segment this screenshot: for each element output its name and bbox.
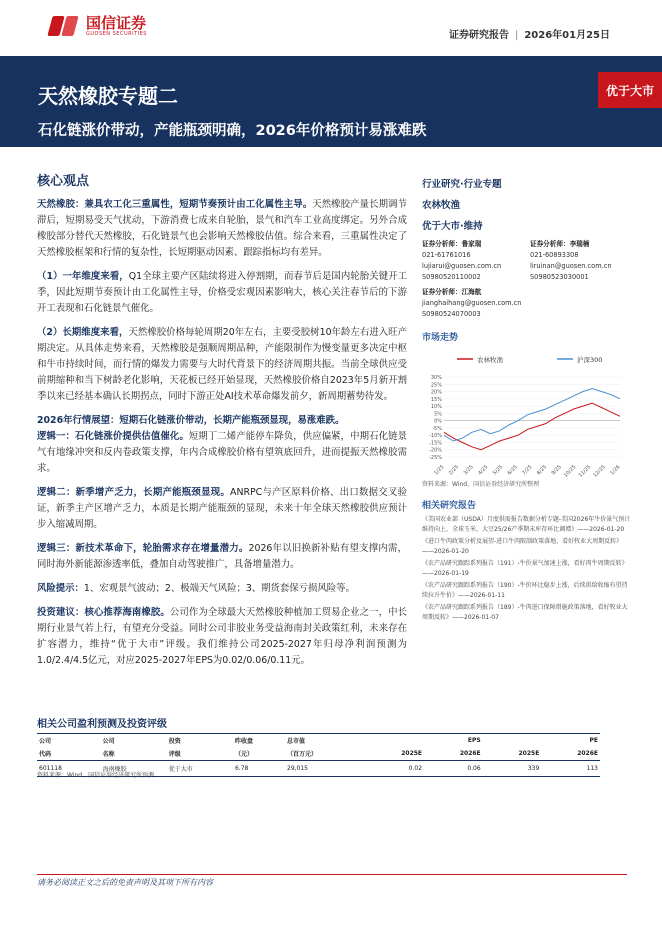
analyst-card: 证券分析师：江海航 jianghaihang@guosen.com.cn S0980524070003 [422,288,522,318]
chart-source: 资料来源：Wind、国信证券经济研究所整理 [422,481,540,488]
y-tick-label: 5% [434,411,442,418]
sector-name: 农林牧渔 [422,200,461,211]
table-title: 相关公司盈利预测及投资评级 [37,719,167,730]
main-column [37,170,407,677]
series-line [444,389,620,441]
y-tick-label: -15% [429,440,442,447]
y-tick-label: 15% [430,396,442,403]
x-tick-label: 6/25 [506,464,519,477]
x-tick-label: 7/25 [521,464,534,477]
market-heading: 市场走势 [422,333,459,343]
y-tick-label: -25% [429,455,442,461]
table-row: 601118 海南橡胶 优于大市 6.78 29,015 0.02 0.06 339 113 [37,761,600,777]
related-heading: 相关研究报告 [422,501,477,511]
x-tick-label: 9/25 [550,464,563,477]
series-line [444,403,620,450]
paragraph-3: （2）长期维度来看，天然橡胶价格每轮周期20年左右，主要受胶树10年龄左右进入旺产期决定。从具体走势来看，天然橡胶是强顺周期品种，产能限制作为慢变量更多决定中枢和牛市持续时间，而行情的爆发力需要与大时代背景下的经济周期共振。当前全球供应受前期缩种和当下树龄老化影响，天花板已经开始显现，天然橡胶价格自2023年5月新开割季以来已经基本确认长期拐点，同时下游正处AI技术革命爆发前夕，新周期蓄势待发。 [37,327,407,402]
y-tick-label: -5% [432,425,442,432]
x-tick-label: 1/26 [609,464,622,477]
x-tick-label: 11/25 [577,464,593,477]
y-tick-label: 20% [430,389,442,396]
related-list [422,515,632,622]
x-tick-label: 10/25 [562,464,578,477]
x-tick-label: 12/25 [592,464,607,477]
legend-label: 农林牧渔 [477,356,503,364]
analyst-card: 证券分析师：鲁家瑞 021-61761016 lujiarui@guosen.com.cn S0980520110002 [422,240,502,281]
paragraph-1: 天然橡胶：兼具农工化三重属性，短期节奏预计由工化属性主导。天然橡胶产量长期调节滞后，短期易受天气扰动，下游消费七成来自轮胎，景气和汽车工业高度绑定。另外合成橡胶部分替代天然橡胶，石化链景气也会影响天然橡胶估值。综合来看，三重属性决定了天然橡胶框架和行情的复杂性，长短期驱动因素、跟踪指标均有差异。 [37,199,407,258]
report-type: 证券研究报告 [448,30,509,41]
report-title: 天然橡胶专题二 [38,84,178,108]
logo-mark-icon [50,14,80,38]
x-tick-label: 5/25 [491,464,505,477]
paragraph-6: 逻辑三：新技术革命下，轮胎需求存在增量潜力。2026年以旧换新补贴有望支撑内需，同时海外新能源渗透率低，叠加自动驾驶推广，具备增量潜力。 [37,543,407,570]
list-item[interactable]: 《美国农业部（USDA）月度供需报告数据分析专题-美国2026年牛价景气预计维持向上，全球玉米、大豆25/26产季期末库存环比调增》——2026-01-20 [422,516,631,533]
table-header-row: 代码 名称 评级 （元） （百万元） 2025E 2026E 2025E 2026E [37,747,600,761]
report-date: 2026年01月25日 [524,30,610,41]
list-item[interactable]: 《农产品研究跟踪系列报告（189）-牛肉进口保障措施政策落地，看好牧业大周期反转》——2026-01-07 [422,604,628,621]
company-logo [50,14,147,38]
x-tick-label: 4/25 [477,464,490,477]
report-meta: 证券研究报告 | 2026年01月25日 [448,30,610,41]
y-tick-label: 0% [434,418,442,425]
y-tick-label: -10% [429,433,442,440]
legend-label: 沪深300 [577,356,603,364]
paragraph-5: 逻辑二：新季增产乏力，长期产能瓶颈显现。ANRPC与产区原料价格、出口数据交叉验证，新季主产区增产乏力，本质是长期产能瓶颈的显现，未来十年全球天然橡胶供应预计步入缩减周期。 [37,487,407,530]
logo-cn: 国信证券 [86,14,147,32]
footer-divider [37,874,627,875]
analyst-row [422,239,632,283]
analyst-card: 证券分析师：李瑞楠 021-60893308 liruinan@guosen.com.cn S0980523030001 [530,240,612,281]
invest-paragraph: 投资建议：核心推荐海南橡胶。公司作为全球最大天然橡胶种植加工贸易企业之一，中长期行业景气若上行，有望充分受益。同时公司非胶业务受益海南封关政策红利，未来存在扩容潜力，维持“优于大市”评级。我们维持公司2025-2027年归母净利润预测为1.0/2.4/4.5亿元，对应2025-2027年EPS为0.02/0.06/0.11元。 [37,607,407,666]
risk-paragraph: 风险提示：1、宏观景气波动；2、极端天气风险；3、期货套保亏损风险等。 [37,583,355,594]
industry-line: 行业研究·行业专题 [422,179,502,190]
x-tick-label: 1/25 [433,464,446,477]
y-tick-label: 10% [430,404,442,411]
market-chart-svg [422,347,627,477]
rating-tag: 优于大市 [598,72,662,108]
x-tick-label: 2/25 [447,464,461,477]
footer-disclaimer: 请务必阅读正文之后的免责声明及其项下所有内容 [37,878,213,887]
x-tick-label: 3/25 [462,464,475,477]
logo-en: GUOSEN SECURITIES [86,31,147,37]
report-subtitle: 石化链涨价带动，产能瓶颈明确，2026年价格预计易涨难跌 [38,123,427,139]
list-item[interactable]: 《进口牛肉政策分析及展望-进口牛肉限制政策落地，看好牧业大周期反转》——2026-01-20 [422,538,623,555]
y-tick-label: 25% [430,382,442,389]
x-tick-label: 8/25 [535,464,549,477]
table-header-row: 公司 公司 投资 昨收盘 总市值 EPS PE [37,734,600,748]
title-banner [0,56,662,147]
list-item[interactable]: 《农产品研究跟踪系列报告（191）-牛价景气加速上涨，看好肉牛周期反转》——2026-01-19 [422,560,628,577]
rating-line: 优于大市·维持 [422,221,483,232]
analyst-email[interactable]: jianghaihang@guosen.com.cn [422,299,522,307]
y-tick-label: 30% [430,375,442,381]
analyst-email[interactable]: liruinan@guosen.com.cn [530,262,612,270]
list-item[interactable]: 《农产品研究跟踪系列报告（190）-牛价环比稳步上涨，后续供给收缩有望持续拉升牛价》——2026-01-11 [422,582,628,599]
paragraph-2: （1）一年维度来看，Q1全球主要产区陆续将进入停割期，而春节后是国内轮胎关键开工季，因此短期节奏预计由工化属性主导，价格受宏观因素影响大，核心关注春节后的下游开工表现和石化链景气催化。 [37,271,407,314]
table-source: 资料来源：Wind、国信证券经济研究所预测 [37,772,155,779]
market-chart [422,347,627,477]
y-tick-label: -20% [429,447,442,454]
paragraph-4: 2026年行情展望：短期石化链涨价带动，长期产能瓶颈显现，易涨难跌。 逻辑一：石化链涨价提供估值催化。短期丁二烯产能停车降负，供应偏紧，中期石化链景气有地缘冲突和反内卷政策支撑，年内合成橡胶价格有望筑底回升，进而提振天然橡胶需求。 [37,415,407,474]
core-view-heading: 核心观点 [37,174,90,189]
analyst-email[interactable]: lujiarui@guosen.com.cn [422,262,502,270]
side-column [422,176,632,625]
